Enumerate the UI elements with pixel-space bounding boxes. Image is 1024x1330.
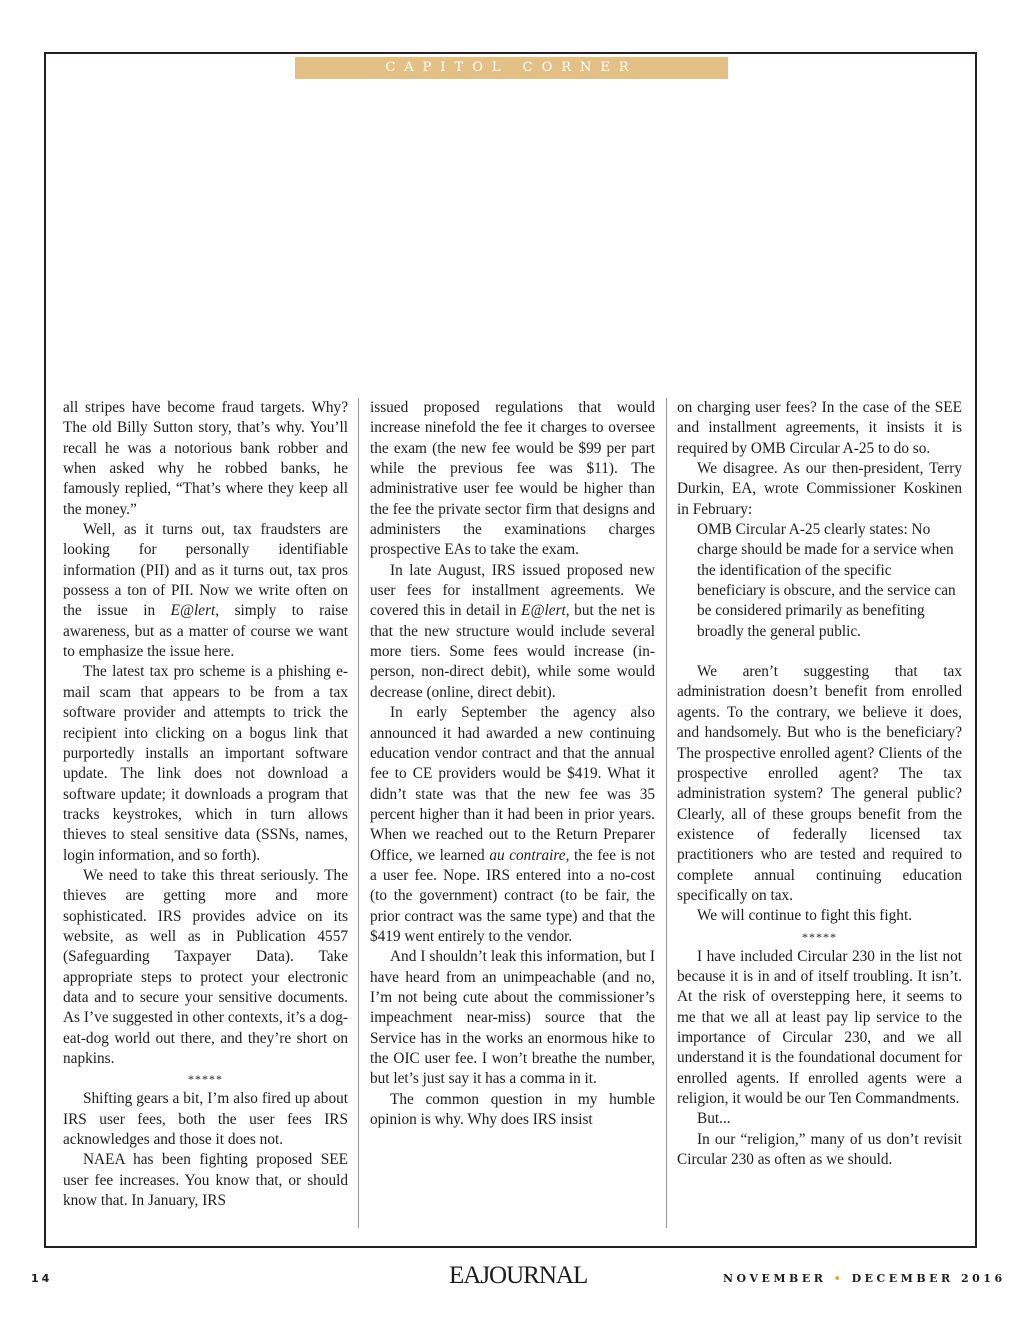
col2-paragraph-1: issued proposed regulations that would increase ninefold the fee it charges to oversee the exam (the new fee would be $99 per part while the previous fee was $11). The administrative user fee would be higher than the fee the private sector firm that designs and administers the examinations charges prospective EAs to take the exam.: [370, 399, 655, 559]
section-banner: [295, 57, 728, 79]
col3-section-separator: *****: [802, 929, 837, 944]
issue-month: NOVEMBER: [723, 1272, 827, 1285]
col3-paragraph-2: We disagree. As our then-president, Terry Durkin, EA, wrote Commissioner Koskinen in February:: [677, 460, 962, 518]
col2-paragraph-3: [370, 703, 655, 947]
col2-p2-text-b: , but the net is that the new structure would include several more tiers. Some fees would increase (in-person, non-direct debit), while some would decrease (online, direct debit).: [370, 602, 656, 701]
col1-paragraph-3: The latest tax pro scheme is a phishing e-mail scam that appears to be from a tax software provider and attempts to trick the recipient into clicking on a bogus link that purportedly installs an important software update. The link does not download a software update; it downloads a program that tracks keystrokes, which in turn allows thieves to steal sensitive data (SSNs, names, login information, and so forth).: [63, 663, 348, 864]
col1-paragraph-2: [63, 520, 348, 662]
column-1: [63, 398, 348, 1211]
col3-quote-gap: [677, 642, 962, 662]
page-number: 14: [31, 1272, 53, 1285]
col3-paragraph-5: I have included Circular 230 in the list not because it is in and of itself troubling. It isn’t. At the risk of overstepping here, it seems to me that we all at least pay lip service to the importance of Circular 230, and we all understand it is the foundational document for enrolled agents. If enrolled agents were a religion, it would be our Ten Commandments.: [677, 947, 962, 1107]
col3-paragraph-6: But...: [697, 1110, 731, 1128]
col3-block-quote: OMB Circular A-25 clearly states: No charge should be made for a service when the identification of the specific beneficiary is obscure, and the service can be considered primarily as benefiting broadly the general public.: [697, 521, 956, 640]
column-3: [677, 398, 962, 1170]
col1-paragraph-4: We need to take this threat seriously. The thieves are getting more and more sophisticated. IRS provides advice on its website, as well as in Publication 4557 (Safeguarding Taxpayer Data). Take appropriate steps to protect your electronic data and to secure your sensitive documents. As I’ve suggested in other contexts, it’s a dog-eat-dog world out there, and they’re short on napkins.: [63, 866, 348, 1067]
col1-p2-text-b: , simply to raise awareness, but as a matter of course we want to emphasize the issue here.: [63, 602, 348, 661]
masthead-logo: EAJOURNAL: [449, 1262, 588, 1289]
col2-p3-text-a: In early September the agency also announced it had awarded a new continuing education vendor contract and that the annual fee to CE providers would be $419. What it didn’t state was that the new fee was 35 percent higher than it had been in prior years. When we reached out to the Return Preparer Office, we learned: [370, 704, 655, 864]
issue-rest: DECEMBER 2016: [851, 1272, 1006, 1285]
col1-paragraph-6: NAEA has been fighting proposed SEE user fee increases. You know that, or should know that. In January, IRS: [63, 1151, 348, 1210]
issue-date: [723, 1272, 1006, 1285]
col2-paragraph-5: The common question in my humble opinion is why. Why does IRS insist: [370, 1090, 655, 1129]
col1-p2-emphasis: E@lert: [170, 602, 216, 620]
issue-separator-icon: •: [833, 1272, 845, 1285]
column-rule-1: [358, 398, 359, 1228]
col1-section-separator: *****: [188, 1072, 223, 1087]
column-rule-2: [666, 398, 667, 1228]
col2-paragraph-4: And I shouldn’t leak this information, but I have heard from an unimpeachable (and no, I’m not being cute about the commissioner’s impeachment near-miss) source that the Service has in the works an enormous hike to the OIC user fee. I won’t breathe the number, but let’s just say it has a comma in it.: [370, 948, 655, 1088]
column-2: [370, 398, 655, 1130]
col1-paragraph-5: Shifting gears a bit, I’m also fired up about IRS user fees, both the user fees IRS acknowledges and those it does not.: [63, 1090, 348, 1149]
col3-paragraph-4: We will continue to fight this fight.: [697, 907, 913, 925]
col2-p2-emphasis: E@lert: [521, 602, 566, 620]
col2-p2-text-a: In late August, IRS issued proposed new user fees for installment agreements. We covered this in detail in: [370, 561, 655, 620]
col3-paragraph-1: on charging user fees? In the case of the SEE and installment agreements, it insists it is required by OMB Circular A-25 to do so.: [677, 399, 962, 457]
col2-p3-text-b: , the fee is not a user fee. Nope. IRS entered into a no-cost (to the government) contract (to be fair, the prior contract was the same type) and that the $419 went entirely to the vendor.: [370, 846, 655, 945]
col3-paragraph-7: In our “religion,” many of us don’t revisit Circular 230 as often as we should.: [677, 1130, 962, 1169]
col3-paragraph-3: We aren’t suggesting that tax administration doesn’t benefit from enrolled agents. To the contrary, we believe it does, and handsomely. But who is the beneficiary? The prospective enrolled agent? Clients of the prospective enrolled agent? The tax administration system? The general public? Clearly, all of these groups benefit from the existence of federally licensed tax practitioners who are tested and required to complete annual continuing education specifically on tax.: [677, 663, 962, 904]
col1-paragraph-1: all stripes have become fraud targets. Why? The old Billy Sutton story, that’s why. You’ll recall he was a notorious bank robber and when asked why he robbed banks, he famously replied, “That’s where they keep all the money.”: [63, 399, 348, 518]
col1-p2-text-a: Well, as it turns out, tax fraudsters are looking for personally identifiable information (PII) and as it turns out, tax pros possess a ton of PII. Now we write often on the issue in: [63, 521, 348, 620]
section-banner-text: CAPITOL CORNER: [385, 60, 638, 75]
col2-paragraph-2: [370, 561, 655, 703]
col2-p3-emphasis: au contraire: [489, 846, 566, 864]
